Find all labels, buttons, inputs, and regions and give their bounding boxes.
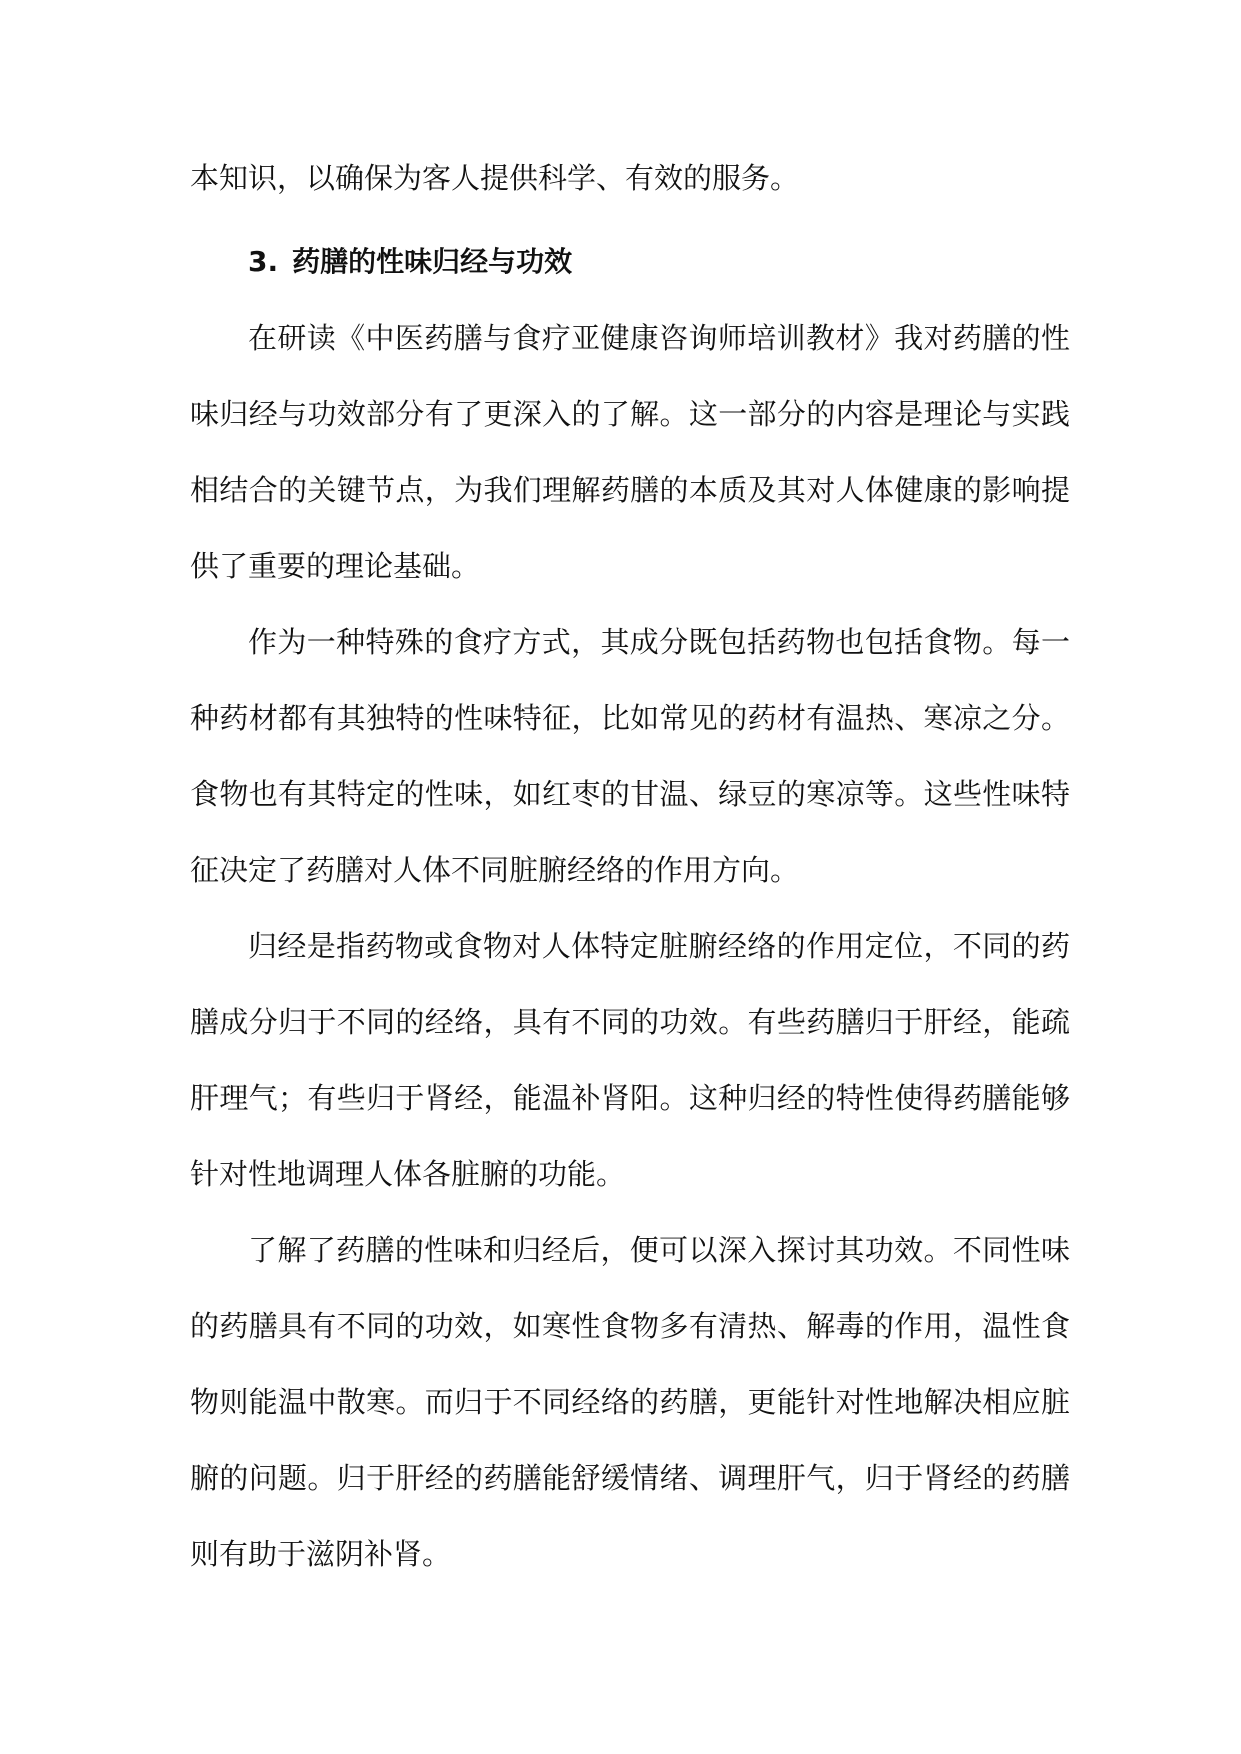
section-title: 药膳的性味归经与功效 — [292, 245, 573, 278]
paragraph-1: 在研读《中医药膳与食疗亚健康咨询师培训教材》我对药膳的性味归经与功效部分有了更深入的了解。这一部分的内容是理论与实践相结合的关键节点，为我们理解药膳的本质及其对人体健康的影响提供了重要的理论基础。 — [190, 321, 1070, 583]
body-text — [190, 140, 1070, 1592]
section-heading — [190, 224, 1070, 300]
paragraph-3: 归经是指药物或食物对人体特定脏腑经络的作用定位，不同的药膳成分归于不同的经络，具有不同的功效。有些药膳归于肝经，能疏肝理气；有些归于肾经，能温补肾阳。这种归经的特性使得药膳能够针对性地调理人体各脏腑的功能。 — [190, 929, 1070, 1191]
paragraph-2: 作为一种特殊的食疗方式，其成分既包括药物也包括食物。每一种药材都有其独特的性味特征，比如常见的药材有温热、寒凉之分。食物也有其特定的性味，如红枣的甘温、绿豆的寒凉等。这些性味特征决定了药膳对人体不同脏腑经络的作用方向。 — [190, 625, 1070, 887]
section-number: 3. — [248, 245, 279, 278]
paragraph-4: 了解了药膳的性味和归经后，便可以深入探讨其功效。不同性味的药膳具有不同的功效，如寒性食物多有清热、解毒的作用，温性食物则能温中散寒。而归于不同经络的药膳，更能针对性地解决相应脏腑的问题。归于肝经的药膳能舒缓情绪、调理肝气，归于肾经的药膳则有助于滋阴补肾。 — [190, 1233, 1070, 1571]
carryover-paragraph: 本知识，以确保为客人提供科学、有效的服务。 — [190, 161, 800, 195]
